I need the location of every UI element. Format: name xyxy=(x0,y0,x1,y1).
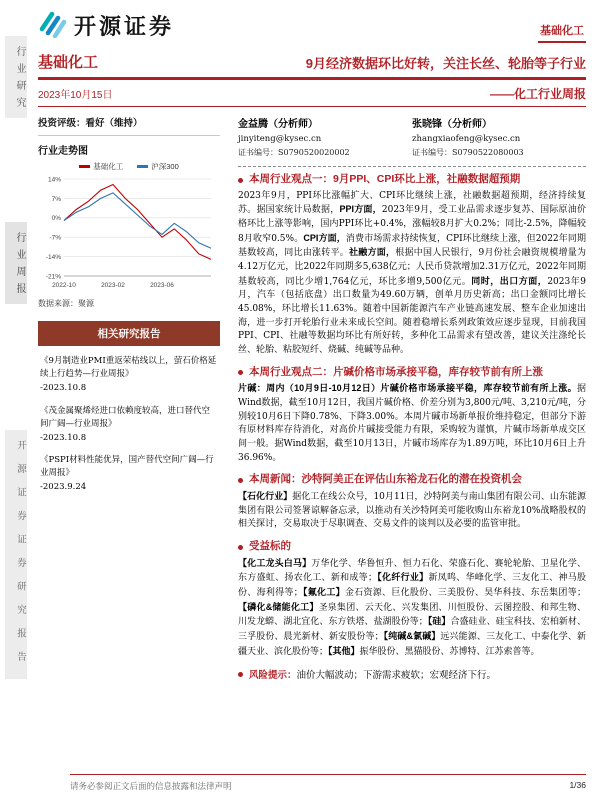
analyst-cert: 证书编号：S0790520020002 xyxy=(238,148,350,157)
rail-label-industry-weekly: 行业周报 xyxy=(5,222,27,304)
report-subtitle: ——化工行业周报 xyxy=(489,87,586,101)
footer-disclaimer: 请务必参阅正文后面的信息披露和法律声明 xyxy=(70,781,232,791)
section-beneficiaries xyxy=(238,540,586,659)
rating-label: 投资评级： xyxy=(38,118,86,129)
legend-item xyxy=(137,161,179,172)
analyst-email: jinyiteng@kysec.cn xyxy=(238,134,322,144)
risk-note xyxy=(238,667,586,681)
chart-legend xyxy=(38,161,220,172)
svg-text:2023-06: 2023-06 xyxy=(150,282,174,289)
section-title: 本周行业观点一：9月PPI、CPI环比上涨，社融数据超预期 xyxy=(249,173,521,185)
section-heading xyxy=(238,473,586,487)
analysts xyxy=(238,115,586,158)
bullet-icon xyxy=(238,545,243,550)
divider xyxy=(38,135,220,136)
analyst-card xyxy=(238,115,412,158)
brand xyxy=(38,8,174,43)
page-footer xyxy=(70,774,586,792)
chart-source: 数据来源：聚源 xyxy=(38,299,94,308)
left-column xyxy=(38,115,228,681)
report-title: 9月经济数据环比好转，关注长丝、轮胎等子行业 xyxy=(305,56,586,71)
related-report-title: 《PSPI材料性能优异，国产替代空间广阔—行业周报》 xyxy=(40,455,214,479)
section-paragraph: 2023年9月，PPI环比涨幅扩大、CPI环比继续上涨，社融数据超预期，经济持续复苏。据国家统计局数据，PPI方面，2023年9月，受工业品需求逐步复苏、国际原油价格环比上涨等影响，国内PPI环比+0.4%，涨幅较8月扩大0.2%；同比-2.5%，降幅较8月收窄0.5%。CPI方面，消费市场需求持续恢复，CPI环比继续上涨，但2022年同期基数较高，同比由涨转平。社融方面，根据中国人民银行，9月份社会融资规模增量为4.12万亿元，比2022年同期多5,638亿元；人民币贷款增加2.31万亿元，2022年同期基数较高，同比少增1,764亿元，环比多增9,500亿元。同时，出口方面，2023年9月，汽车（包括底盘）出口数量为49.60万辆，创单月历史新高；出口金额同比增长45.08%，环比增长11.63%。随着中国新能源汽车产业链高速发展、整车企业加速出海，进一步打开轮胎行业未来成长空间。随着稳增长系列政策效应逐步显现，目前我国PPI、CPI、社融等数据均环比有所好转，多种化工品需求有望改善，建议关注涤纶长丝、轮胎、粘胶短纤、烧碱、纯碱等品种。 xyxy=(238,190,587,356)
industry-tag: 基础化工 xyxy=(538,22,586,43)
dashed-divider xyxy=(238,166,586,167)
risk-text: 油价大幅波动；下游需求疲软；宏观经济下行。 xyxy=(296,670,497,682)
svg-text:-14%: -14% xyxy=(45,254,61,261)
bullet-icon xyxy=(238,178,243,183)
section-weekly-view-2 xyxy=(238,366,586,466)
svg-text:7%: 7% xyxy=(51,195,61,203)
header xyxy=(38,8,586,43)
svg-text:2023-02: 2023-02 xyxy=(101,282,125,289)
section-weekly-view-1 xyxy=(238,173,586,358)
page-number: 1/36 xyxy=(569,780,586,790)
report-page xyxy=(32,0,600,800)
related-report-title: 《9月制造业PMI重返荣枯线以上，萤石价格延续上行趋势—行业周报》 xyxy=(40,356,217,380)
section-heading xyxy=(238,366,586,380)
main-content xyxy=(228,115,586,681)
investment-rating xyxy=(38,115,220,129)
report-date: 2023年10月15日 xyxy=(38,90,113,101)
bullet-icon xyxy=(238,478,243,483)
bullet-icon xyxy=(238,672,243,677)
analyst-card xyxy=(412,115,586,158)
svg-text:14%: 14% xyxy=(47,176,61,184)
related-report-item xyxy=(40,454,218,495)
bullet-icon xyxy=(238,370,243,375)
legend-swatch-blue xyxy=(137,165,148,168)
legend-swatch-red xyxy=(79,165,90,168)
related-report-date: -2023.10.8 xyxy=(40,383,87,394)
related-report-date: -2023.9.24 xyxy=(40,482,87,493)
section-heading xyxy=(238,173,586,187)
chart-title: 行业走势图 xyxy=(38,146,88,157)
section-paragraph: 【石化行业】据化工在线公众号，10月11日，沙特阿美与南山集团有限公司、山东能源集团有限公司签署谅解备忘录，以推动有关沙特阿美可能收购山东裕龙10%战略股权的相关探讨，交易取决于尽职调查、交易文件的谈判以及必要的监管审批。 xyxy=(238,491,586,530)
section-title: 本周行业观点二：片碱价格市场承接平稳，库存较节前有所上涨 xyxy=(249,365,543,378)
section-title: 本周新闻：沙特阿美正在评估山东裕龙石化的潜在投资机会 xyxy=(249,473,522,486)
section-paragraph: 片碱：周内（10月9日-10月12日）片碱价格市场承接平稳，库存较节前有所上涨。据Wind数据，截至10月12日，我国片碱价格、价差分别为3,800元/吨、3,210元/吨，分别较10月6日下降0.78%、下降3.00%。本周片碱市场新单报价维持稳定，但部分下游有原材料库存待消化，对高价片碱接受能力有限，采购较为谨慎，片碱市场新单成交区间一般。据Wind数据，截至10月13日，片碱市场库存为1.89万吨，环比10月6日上升36.96%。 xyxy=(238,383,586,463)
analyst-cert: 证书编号：S0790522080003 xyxy=(412,148,524,157)
rail-label-industry-research: 行业研究 xyxy=(5,36,27,118)
section-heading xyxy=(238,540,586,554)
svg-text:-21%: -21% xyxy=(45,273,61,281)
rating-value: 看好（维持） xyxy=(85,118,143,129)
analyst-email: zhangxiaofeng@kysec.cn xyxy=(412,134,521,144)
analyst-name: 张晓锋（分析师） xyxy=(412,119,492,130)
legend-label: 沪深300 xyxy=(151,162,179,171)
related-report-item xyxy=(40,355,218,396)
svg-text:0%: 0% xyxy=(51,215,61,223)
svg-text:-7%: -7% xyxy=(49,234,61,242)
svg-text:2022-10: 2022-10 xyxy=(52,282,76,289)
brand-name: 开源证券 xyxy=(74,14,175,39)
related-research-header: 相关研究报告 xyxy=(38,321,220,346)
meta-row xyxy=(38,80,586,107)
section-title: 受益标的 xyxy=(249,540,291,553)
industry-category: 基础化工 xyxy=(38,54,99,71)
section-weekly-news xyxy=(238,473,586,532)
related-report-item xyxy=(40,405,218,446)
brand-logo-icon xyxy=(38,8,68,43)
related-report-title: 《茂金属聚烯烃进口依赖度较高，进口替代空间广阔—行业周报》 xyxy=(40,405,211,429)
section-paragraph: 【化工龙头白马】万华化学、华鲁恒升、恒力石化、荣盛石化、赛轮轮胎、卫星化学、东方盛虹、扬农化工、新和成等；【化纤行业】新凤鸣、华峰化学、三友化工、神马股份、海利得等；【氟化工】金石资源、巨化股份、三美股份、昊华科技、东岳集团等；【磷化&储能化工】圣泉集团、云天化、兴发集团、川恒股份、云图控股、和邦生物、川发龙蟒、湖北宜化、东方铁塔、盐湖股份等；【硅】合盛硅业、硅宝科技、宏柏新材、三孚股份、晨光新材、新安股份等；【纯碱&氯碱】远兴能源、三友化工、中泰化学、新疆天业、滨化股份等；【其他】振华股份、黑猫股份、苏博特、江苏索普等。 xyxy=(238,557,587,657)
related-report-date: -2023.10.8 xyxy=(40,432,87,443)
title-row xyxy=(38,51,586,80)
industry-trend-chart xyxy=(38,174,214,290)
analyst-name: 金益腾（分析师） xyxy=(238,119,318,130)
rail-label-research-report: 开源证券证券研究报告 xyxy=(5,430,27,679)
risk-label: 风险提示： xyxy=(249,670,297,682)
legend-label: 基础化工 xyxy=(93,162,124,171)
legend-item xyxy=(79,161,123,172)
